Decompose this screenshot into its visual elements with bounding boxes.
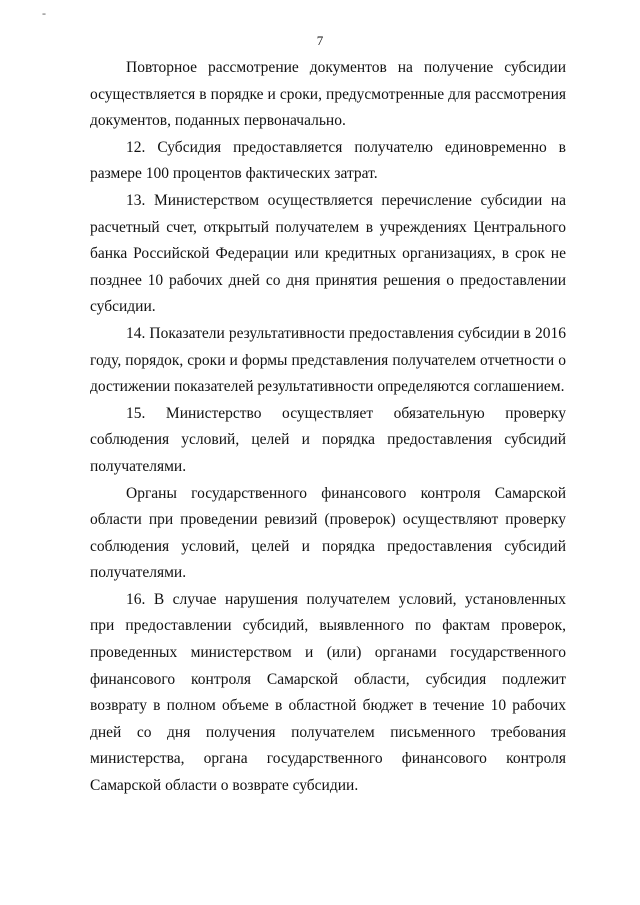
document-body [90,55,566,800]
paragraph-16: 16. В случае нарушения получателем условий, установленных при предоставлении субсидий, выявленного по фактам проверок, проведенных министерством и (или) органами государственного финансового контроля Самарской области, субсидия подлежит возврату в полном объеме в областной бюджет в течение 10 рабочих дней со дня получения получателем письменного требования министерства, органа государственного финансового контроля Самарской области о возврате субсидии. [90,590,566,795]
page-number: 7 [316,33,324,48]
paragraph-13: 13. Министерством осуществляется перечисление субсидии на расчетный счет, открытый получателем в учреждениях Центрального банка Российской Федерации или кредитных организациях, в срок не позднее 10 рабочих дней со дня принятия решения о предоставлении субсидии. [90,191,566,316]
paragraph-12: 12. Субсидия предоставляется получателю единовременно в размере 100 процентов фактических затрат. [90,138,566,183]
paragraph-control-bodies: Органы государственного финансового контроля Самарской области при проведении ревизий (проверок) осуществляют проверку соблюдения условий, целей и порядка предоставления субсидий получателями. [90,484,566,582]
scan-mark: - [42,6,46,20]
paragraph-14: 14. Показатели результативности предоставления субсидии в 2016 году, порядок, сроки и формы представления получателем отчетности о достижении показателей результативности определяются соглашением. [90,324,566,396]
paragraph-15: 15. Министерство осуществляет обязательную проверку соблюдения условий, целей и порядка предоставления субсидий получателями. [90,404,566,475]
paragraph-resubmission: Повторное рассмотрение документов на получение субсидии осуществляется в порядке и сроки, предусмотренные для рассмотрения документов, поданных первоначально. [90,59,566,130]
